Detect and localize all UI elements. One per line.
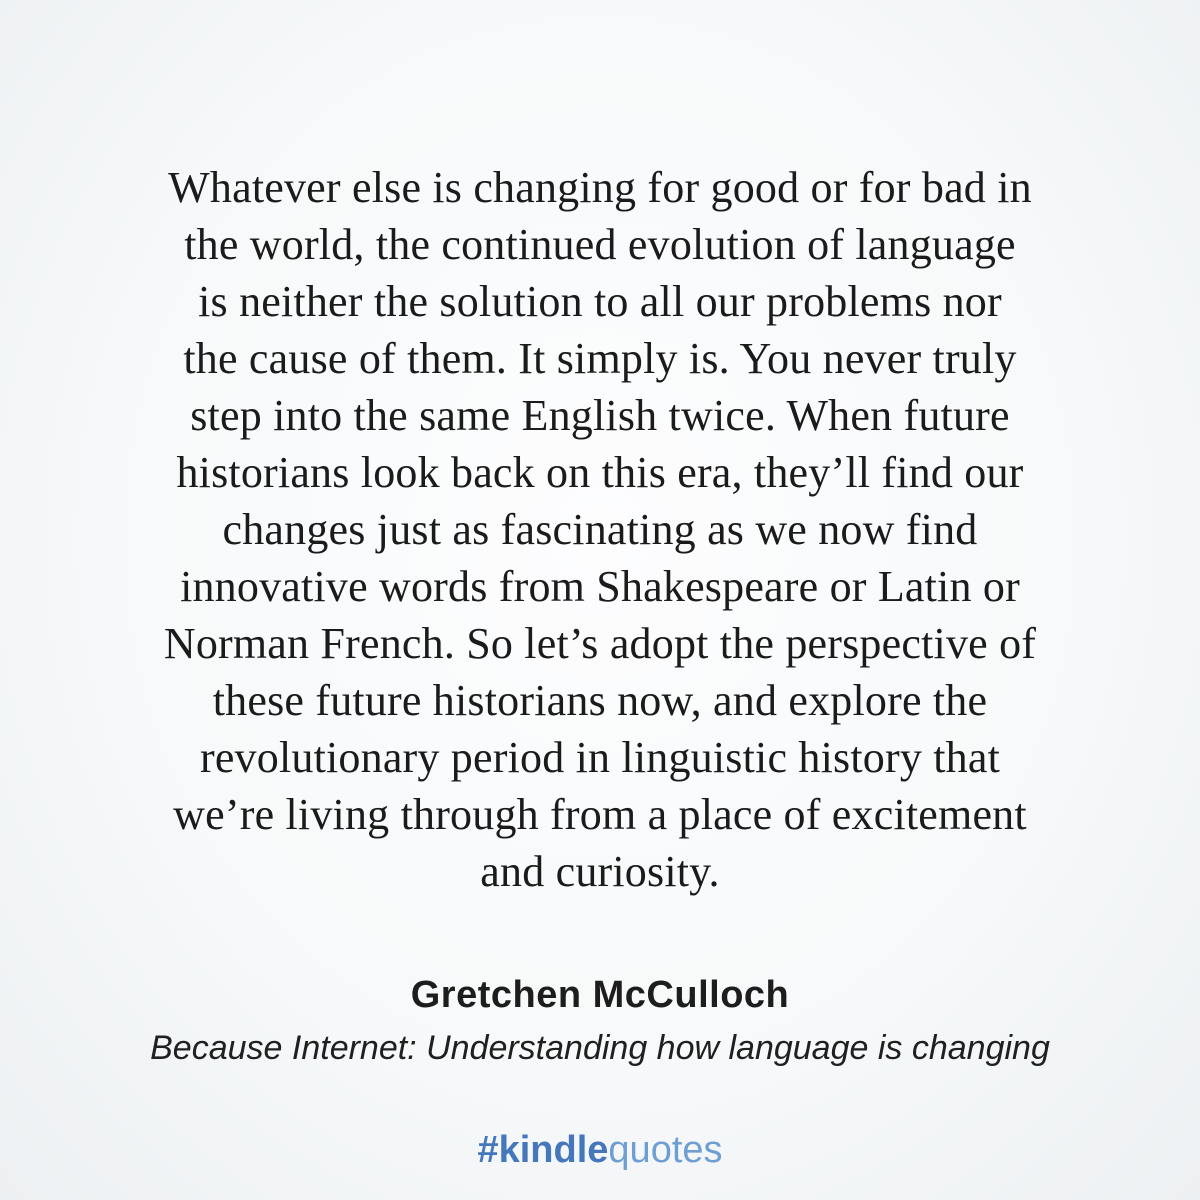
- quote-line: Whatever else is changing for good or for bad in: [168, 163, 1032, 212]
- quote-line: changes just as fascinating as we now find: [222, 505, 978, 554]
- hashtag-kindle-label: #kindle: [477, 1129, 609, 1171]
- quote-line: innovative words from Shakespeare or Latin or: [180, 562, 1020, 611]
- quote-text: [70, 159, 1130, 900]
- hashtag-quotes-label: quotes: [608, 1129, 723, 1171]
- quote-line: historians look back on this era, they’ll find our: [176, 448, 1024, 497]
- book-title: Because Internet: Understanding how language is changing: [150, 1029, 1050, 1067]
- quote-line: revolutionary period in linguistic history that: [199, 733, 1001, 782]
- kindlequotes-hashtag: [0, 1128, 1200, 1172]
- author-name: Gretchen McCulloch: [410, 974, 790, 1016]
- quote-line: these future historians now, and explore the: [212, 676, 988, 725]
- quote-line: we’re living through from a place of excitement: [173, 790, 1027, 839]
- quote-line: the world, the continued evolution of language: [184, 220, 1016, 269]
- quote-line: is neither the solution to all our problems nor: [198, 277, 1002, 326]
- quote-line: the cause of them. It simply is. You never truly: [183, 334, 1017, 383]
- quote-line: Norman French. So let’s adopt the perspective of: [163, 619, 1037, 668]
- quote-line: and curiosity.: [480, 847, 720, 896]
- quote-line: step into the same English twice. When future: [190, 391, 1010, 440]
